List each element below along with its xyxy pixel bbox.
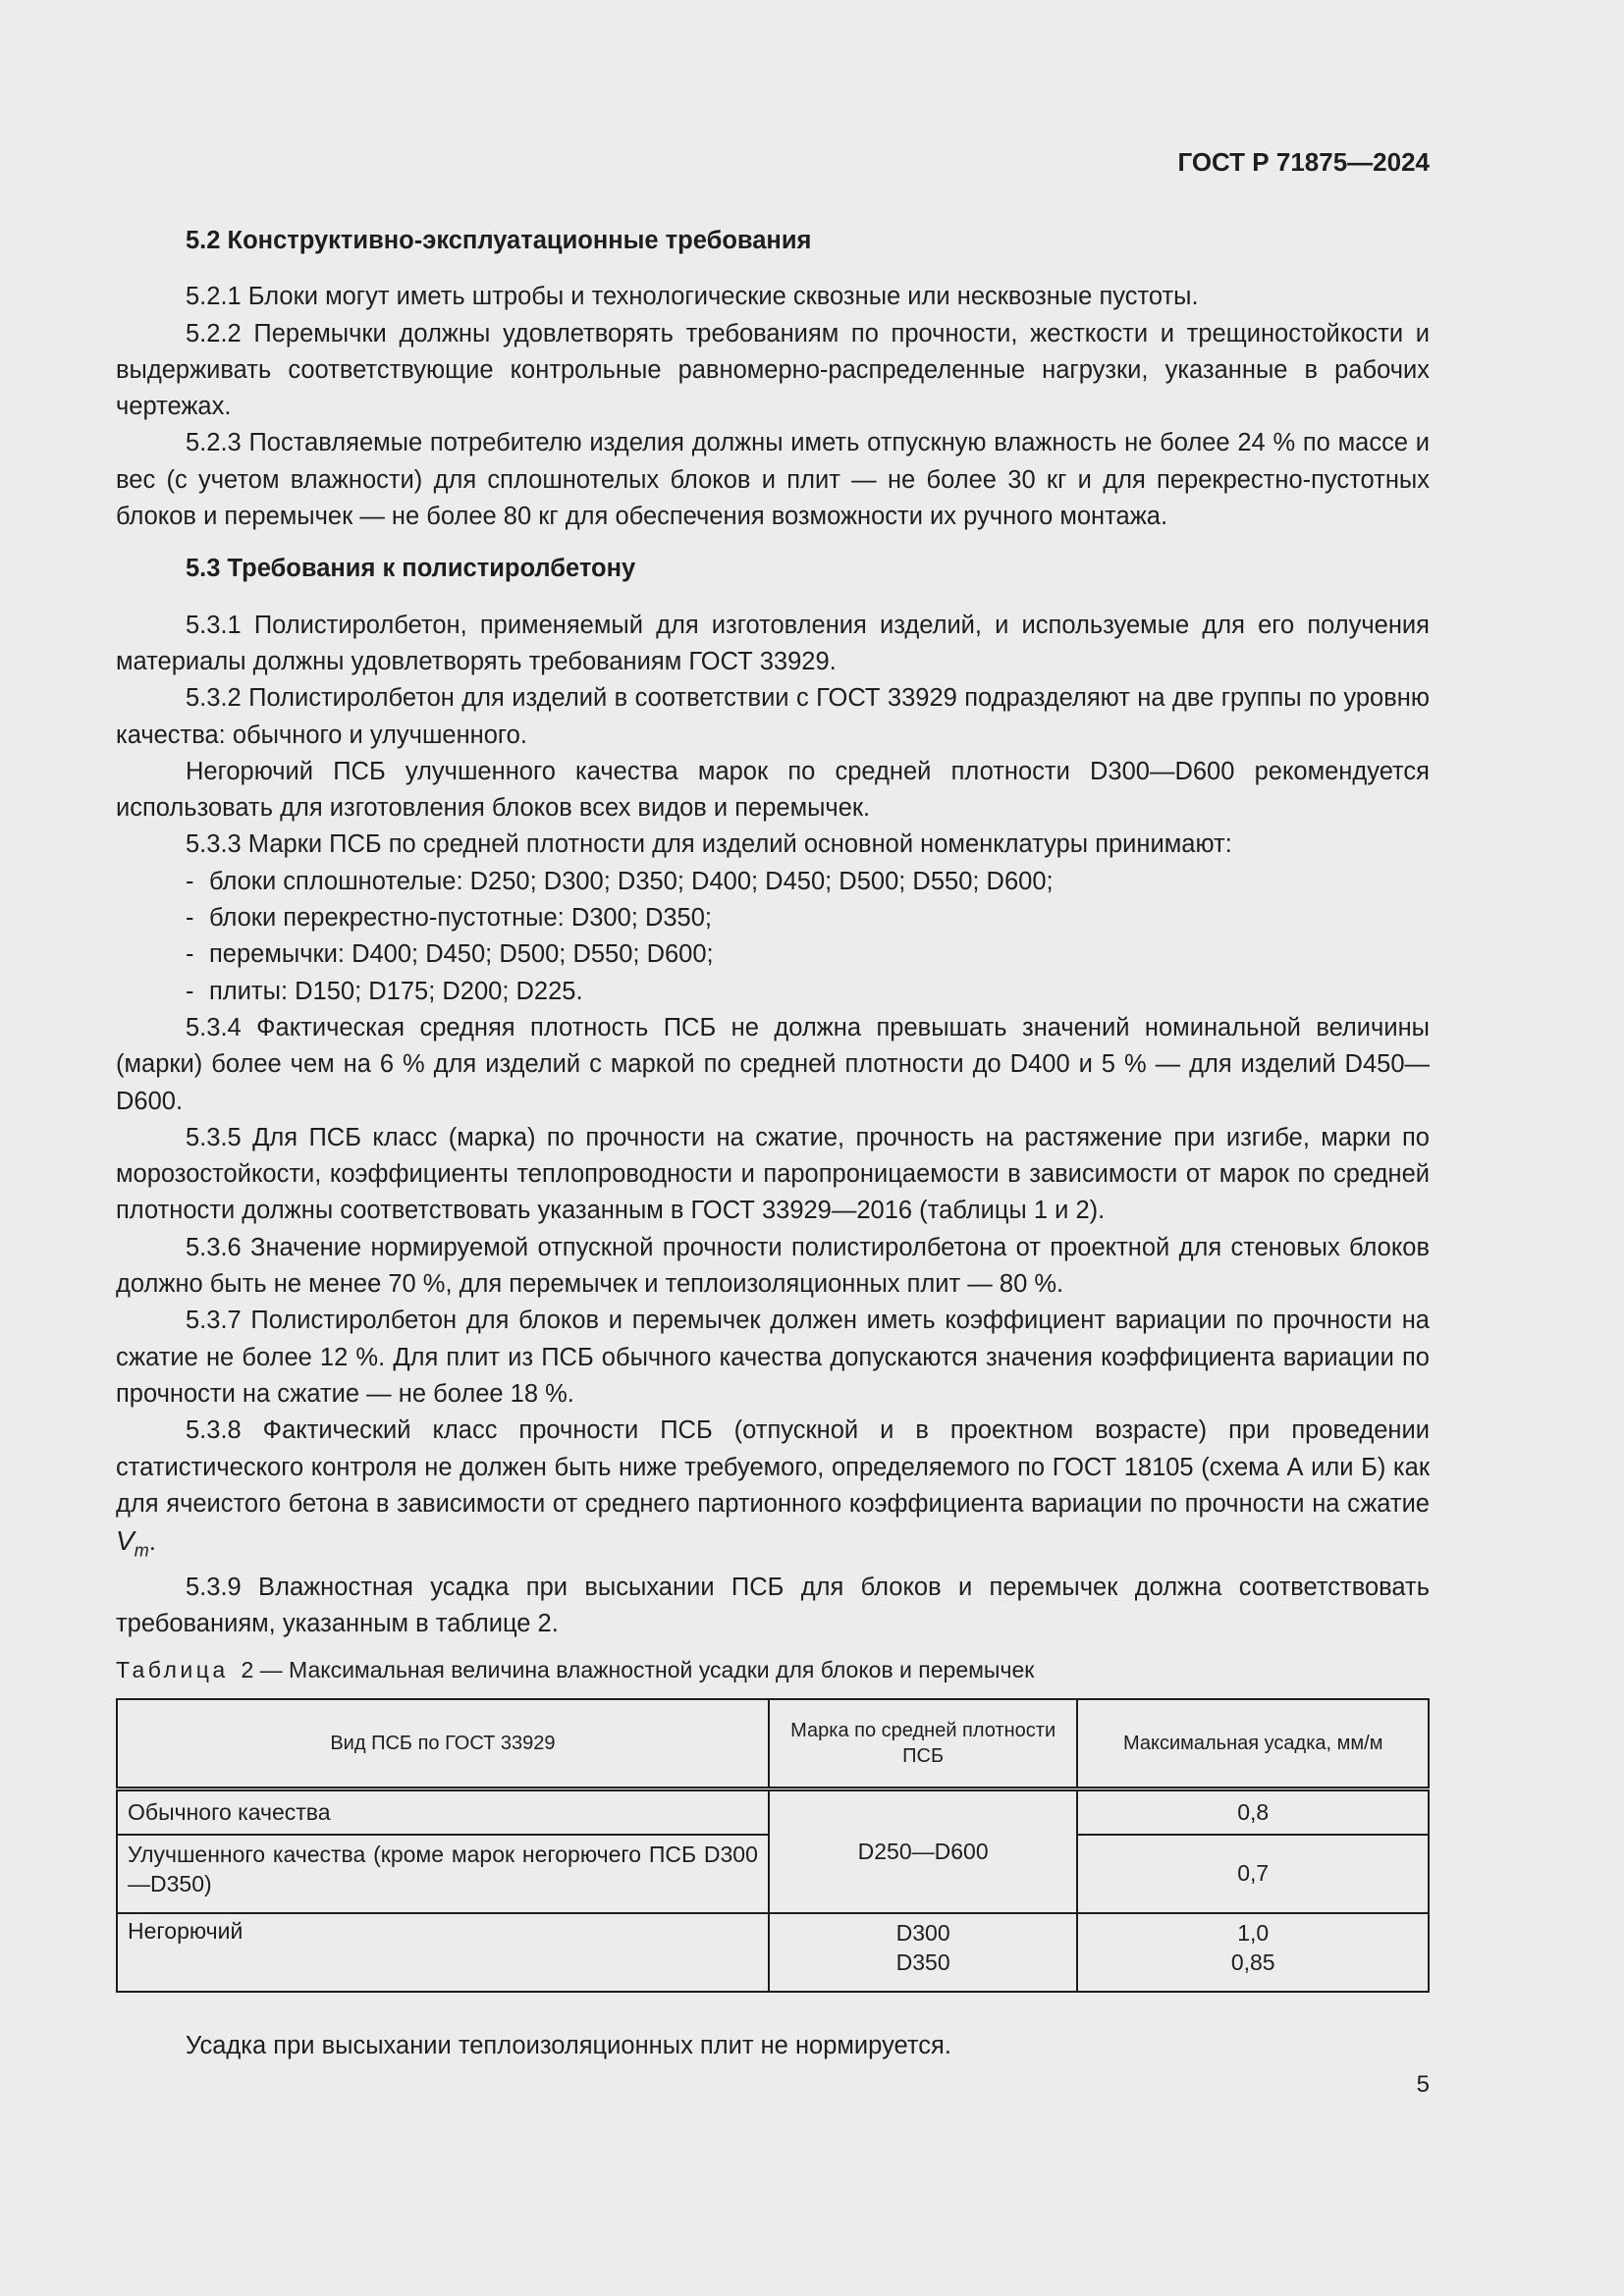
paragraph-5-3-3: 5.3.3 Марки ПСБ по средней плотности для изделий основной номенклатуры принимают: — [186, 830, 1232, 859]
table-title-text: 2 — Максимальная величина влажностной усадки для блоков и перемычек — [241, 1657, 1035, 1682]
grade-value: D350 — [895, 1949, 950, 1975]
paragraph-5-3-5: 5.3.5 Для ПСБ класс (марка) по прочности на сжатие, прочность на растяжение при изгибе, марки по морозостойкости, коэффициенты теплопроводности и паропроницаемости в зависимости от марок по средней плотности должны соответствовать указанным в ГОСТ 33929—2016 (таблицы 1 и 2). — [116, 1123, 1430, 1225]
column-header: Максимальная усадка, мм/м — [1077, 1699, 1429, 1789]
table-row — [117, 1789, 1429, 1835]
table-cell: Обычного качества — [117, 1789, 769, 1835]
list-item: - блоки перекрестно-пустотные: D300; D350; — [186, 904, 713, 933]
table-footnote: Усадка при высыхании теплоизоляционных плит не нормируется. — [186, 2032, 951, 2059]
paragraph-5-3-8: 5.3.8 Фактический класс прочности ПСБ (отпускной и в проектном возрасте) при проведении статистического контроля не должен быть ниже требуемого, определяемого по ГОСТ 18105 (схема А или Б) как для ячеистого бетона в зависимости от среднего партионного коэффициента вариации по прочности на сжатие $V_m$. — [116, 1416, 1430, 1561]
table-header-row — [117, 1699, 1429, 1789]
list-item: - перемычки: D400; D450; D500; D550; D600; — [186, 940, 714, 969]
variation-symbol: $V_m$ — [116, 1525, 149, 1561]
table-cell — [1077, 1913, 1429, 1992]
section-heading-5-2: 5.2 Конструктивно-эксплуатационные требования — [186, 227, 812, 254]
table-caption — [116, 1653, 1430, 1686]
document-body — [116, 223, 1430, 1643]
table-cell: D250—D600 — [769, 1789, 1078, 1913]
paragraph-5-3-9: 5.3.9 Влажностная усадка при высыхании ПСБ для блоков и перемычек должна соответствовать требованиям, указанным в таблице 2. — [116, 1573, 1430, 1638]
table-cell: Негорючий — [117, 1913, 769, 1992]
shrink-value: 0,85 — [1230, 1949, 1275, 1975]
paragraph-5-3-6: 5.3.6 Значение нормируемой отпускной прочности полистиролбетона от проектной для стеновых блоков должно быть не менее 70 %, для перемычек и теплоизоляционных плит — 80 %. — [116, 1233, 1430, 1299]
list-item: - плиты: D150; D175; D200; D225. — [186, 977, 583, 1005]
shrink-value: 1,0 — [1237, 1919, 1270, 1946]
paragraph-5-3-7: 5.3.7 Полистиролбетон для блоков и перемычек должен иметь коэффициент вариации по прочности на сжатие не более 12 %. Для плит из ПСБ обычного качества допускаются значения коэффициента вариации по прочности на сжатие — не более 18 %. — [116, 1307, 1430, 1408]
section-heading-5-3: 5.3 Требования к полистиролбетону — [186, 555, 636, 583]
table-cell — [769, 1913, 1078, 1992]
document-header: ГОСТ Р 71875—2024 — [1177, 147, 1430, 177]
paragraph-5-2-3: 5.2.3 Поставляемые потребителю изделия должны иметь отпускную влажность не более 24 % по массе и вес (с учетом влажности) для сплошнотелых блоков и плит — не более 30 кг и для перекрестно-пустотных блоков и перемычек — не более 80 кг для обеспечения возможности их ручного монтажа. — [116, 429, 1430, 531]
table-cell: Улучшенного качества (кроме марок негорючего ПСБ D300—D350) — [117, 1835, 769, 1913]
table-row — [117, 1913, 1429, 1992]
grade-value: D300 — [895, 1919, 950, 1946]
paragraph-5-3-4: 5.3.4 Фактическая средняя плотность ПСБ не должна превышать значений номинальной величины (марки) более чем на 6 % для изделий с маркой по средней плотности до D400 и 5 % — для изделий D450—D600. — [116, 1013, 1430, 1115]
page-number: 5 — [1416, 2071, 1430, 2098]
list-item: - блоки сплошнотелые: D250; D300; D350; D400; D450; D500; D550; D600; — [186, 867, 1054, 895]
table-cell: 0,8 — [1077, 1789, 1429, 1835]
column-header: Марка по средней плотности ПСБ — [769, 1699, 1078, 1789]
paragraph-5-2-1: 5.2.1 Блоки могут иметь штробы и технологические сквозные или несквозные пустоты. — [186, 283, 1199, 311]
paragraph-5-3-1: 5.3.1 Полистиролбетон, применяемый для изготовления изделий, и используемые для его получения материалы должны удовлетворять требованиям ГОСТ 33929. — [116, 611, 1430, 675]
paragraph-5-3-2-note: Негорючий ПСБ улучшенного качества марок по средней плотности D300—D600 рекомендуется использовать для изготовления блоков всех видов и перемычек. — [116, 757, 1430, 823]
paragraph-5-2-2: 5.2.2 Перемычки должны удовлетворять требованиям по прочности, жесткости и трещиностойкости и выдерживать соответствующие контрольные равномерно-распределенные нагрузки, указанные в рабочих чертежах. — [116, 319, 1430, 421]
paragraph-5-3-2: 5.3.2 Полистиролбетон для изделий в соответствии с ГОСТ 33929 подразделяют на две группы по уровню качества: обычного и улучшенного. — [116, 684, 1430, 749]
shrinkage-table — [116, 1698, 1430, 1993]
column-header: Вид ПСБ по ГОСТ 33929 — [117, 1699, 769, 1789]
table-cell: 0,7 — [1077, 1835, 1429, 1913]
table-label: Таблица — [116, 1657, 229, 1682]
